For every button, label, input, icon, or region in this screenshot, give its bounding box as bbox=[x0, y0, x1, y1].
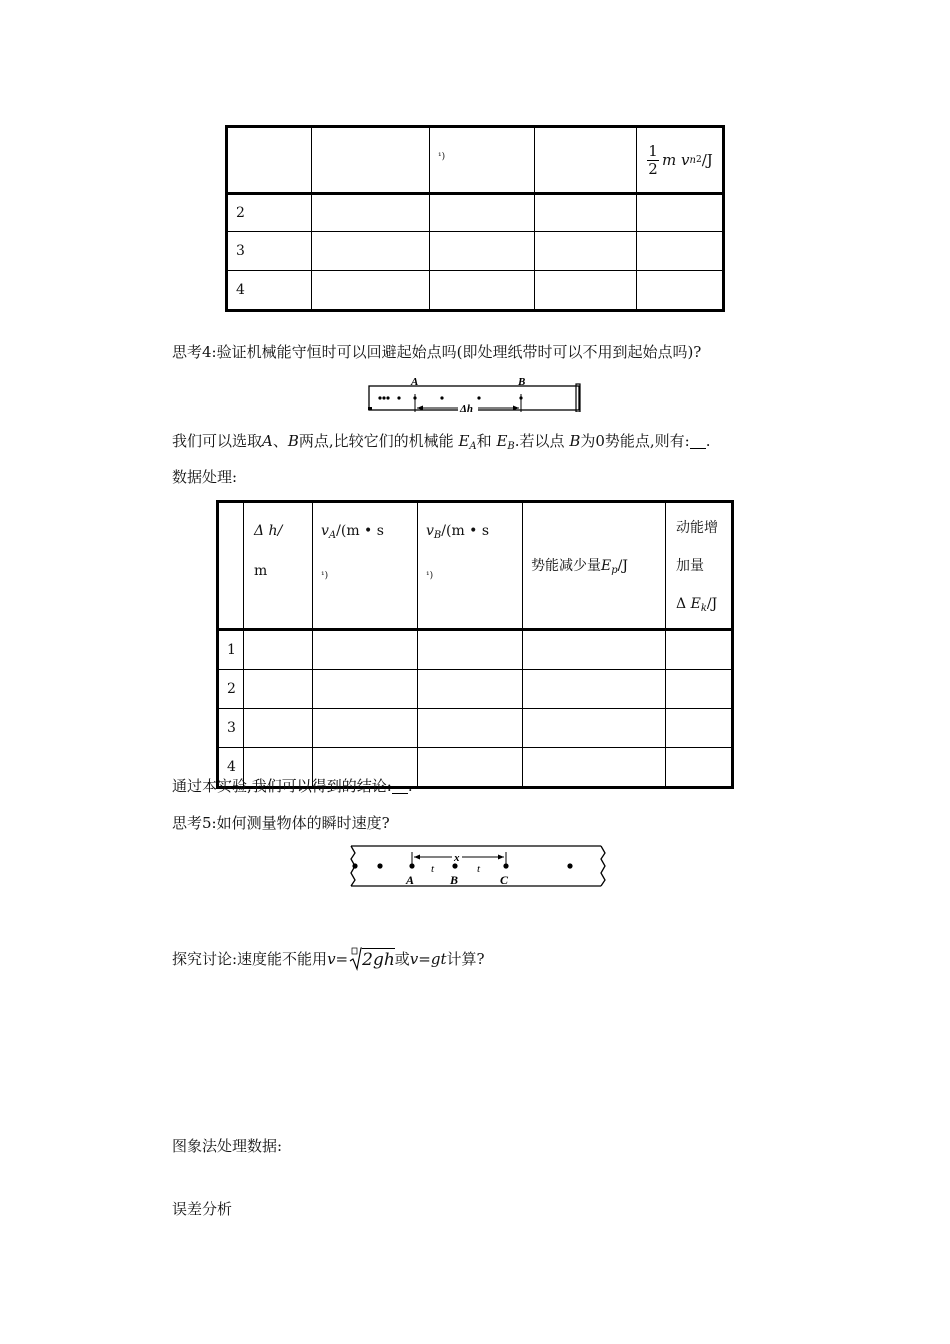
answer-blank bbox=[690, 434, 706, 449]
table2-header-dh: Δ h/ m bbox=[244, 502, 313, 630]
table2-row-label: 1 bbox=[218, 630, 244, 670]
label-x: x bbox=[454, 852, 460, 864]
data-processing-heading: 数据处理: bbox=[172, 468, 238, 486]
table2-header-vb: $v_B/(m$ • s ¹) bbox=[418, 502, 523, 630]
tape-figure-1 bbox=[368, 372, 584, 412]
energy-unit: /J bbox=[701, 151, 713, 169]
table1-header-c3-text: ¹) bbox=[438, 151, 446, 162]
table1-row-label: 3 bbox=[227, 232, 312, 271]
table1-row-label: 2 bbox=[227, 194, 312, 232]
label-a: A bbox=[406, 873, 415, 887]
table2-row-label: 3 bbox=[218, 709, 244, 748]
sqrt-sign bbox=[349, 947, 362, 971]
answer-blank bbox=[392, 779, 408, 794]
tape-figure-2 bbox=[345, 842, 607, 890]
table2-row-label: 2 bbox=[218, 670, 244, 709]
table1-header-c3 bbox=[430, 127, 535, 194]
label-t2: t bbox=[477, 863, 481, 875]
velocity-symbol: v bbox=[681, 151, 690, 169]
table1-header-c2 bbox=[312, 127, 430, 194]
table1-header-c4 bbox=[535, 127, 637, 194]
table1-header-c5 bbox=[637, 127, 724, 194]
table1-header-c1 bbox=[227, 127, 312, 194]
conclusion: 通过本实验,我们可以得到的结论: . bbox=[172, 777, 413, 795]
label-delta-h: Δh bbox=[460, 403, 474, 412]
label-a: A bbox=[411, 376, 419, 388]
paragraph-energy: 我们可以选取A、B两点,比较它们的机械能 $E_A$和 $E_B$.若以点 B为0势能点,则有: . bbox=[172, 432, 711, 452]
label-t1: t bbox=[431, 863, 435, 875]
table-1 bbox=[225, 125, 725, 312]
radicand: 2gh bbox=[362, 950, 395, 970]
mass-symbol: m bbox=[662, 151, 677, 169]
table2-header-ek: 动能增加量 Δ $E_k/J$ bbox=[666, 502, 733, 630]
table1-row-label: 4 bbox=[227, 271, 312, 311]
graph-method-heading: 图象法处理数据: bbox=[172, 1137, 283, 1155]
label-b: B bbox=[518, 376, 526, 388]
fraction-numerator: 1 bbox=[648, 141, 658, 160]
error-analysis-heading: 误差分析 bbox=[172, 1200, 233, 1218]
table-2 bbox=[216, 500, 734, 789]
question-5: 思考5:如何测量物体的瞬时速度? bbox=[172, 814, 390, 832]
table2-header-va: $v_A/(m$ • s ¹) bbox=[313, 502, 418, 630]
discussion: 探究讨论:速度能不能用 v = 2gh 或 v = gt 计算? bbox=[172, 946, 485, 972]
table2-header-ep: 势能减少量$E_p/J$ bbox=[523, 502, 666, 630]
label-b: B bbox=[450, 873, 459, 887]
label-c: C bbox=[500, 873, 509, 887]
question-4: 思考4:验证机械能守恒时可以回避起始点吗(即处理纸带时可以不用到起始点吗)? bbox=[172, 343, 702, 361]
velocity-subscript: n bbox=[689, 154, 696, 166]
velocity-superscript: 2 bbox=[695, 155, 702, 165]
table2-row-label: 4 bbox=[218, 748, 244, 788]
fraction-denominator: 2 bbox=[648, 159, 658, 178]
